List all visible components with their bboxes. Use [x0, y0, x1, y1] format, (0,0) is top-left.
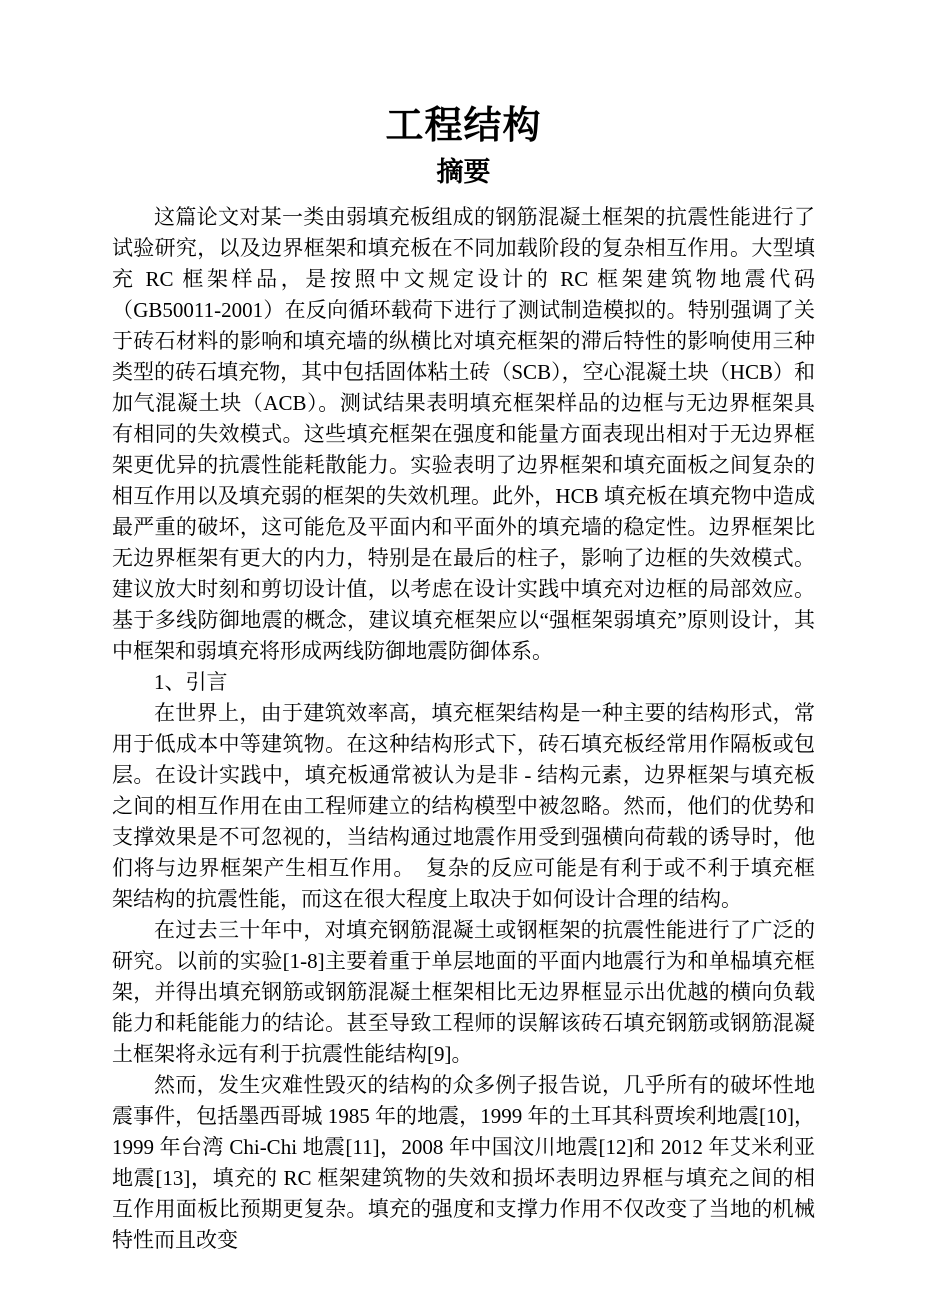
introduction-paragraph-3: 然而，发生灾难性毁灭的结构的众多例子报告说，几乎所有的破坏性地震事件，包括墨西哥城 1985 年的地震，1999 年的土耳其科贾埃利地震[10]，1999 年台湾 Chi-Chi 地震[11]，2008 年中国汶川地震[12]和 2012 年艾米利亚地震[13]，填充的 RC 框架建筑物的失效和损坏表明边界框与填充之间的相互作用面板比预期更复杂。填充的强度和支撑力作用不仅改变了当地的机械特性而且改变 [112, 1073, 815, 1252]
abstract-heading: 摘要 [436, 157, 491, 187]
section-heading-introduction: 1、引言 [154, 670, 228, 694]
document-title: 工程结构 [385, 105, 542, 147]
introduction-paragraph-1: 在世界上，由于建筑效率高，填充框架结构是一种主要的结构形式，常用于低成本中等建筑物。在这种结构形式下，砖石填充板经常用作隔板或包层。在设计实践中，填充板通常被认为是非 - 结构元素，边界框架与填充板之间的相互作用在由工程师建立的结构模型中被忽略。然而，他们的优势和支撑效果是不可忽视的，当结构通过地震作用受到强横向荷载的诱导时，他们将与边界框架产生相互作用。 复杂的反应可能是有利于或不利于填充框架结构的抗震性能，而这在很大程度上取决于如何设计合理的结构。 [112, 701, 815, 911]
abstract-paragraph: 这篇论文对某一类由弱填充板组成的钢筋混凝土框架的抗震性能进行了试验研究，以及边界框架和填充板在不同加载阶段的复杂相互作用。大型填充 RC 框架样品，是按照中文规定设计的 RC 框架建筑物地震代码（GB50011-2001）在反向循环载荷下进行了测试制造模拟的。特别强调了关于砖石材料的影响和填充墙的纵横比对填充框架的滞后特性的影响使用三种类型的砖石填充物，其中包括固体粘土砖（SCB），空心混凝土块（HCB）和加气混凝土块（ACB）。测试结果表明填充框架样品的边框与无边界框架具有相同的失效模式。这些填充框架在强度和能量方面表现出相对于无边界框架更优异的抗震性能耗散能力。实验表明了边界框架和填充面板之间复杂的相互作用以及填充弱的框架的失效机理。此外，HCB 填充板在填充物中造成最严重的破坏，这可能危及平面内和平面外的填充墙的稳定性。边界框架比无边界框架有更大的内力，特别是在最后的柱子，影响了边框的失效模式。建议放大时刻和剪切设计值，以考虑在设计实践中填充对边框的局部效应。基于多线防御地震的概念，建议填充框架应以“强框架弱填充”原则设计，其中框架和弱填充将形成两线防御地震防御体系。 [112, 205, 815, 663]
document-body [112, 202, 815, 1256]
introduction-paragraph-2: 在过去三十年中，对填充钢筋混凝土或钢框架的抗震性能进行了广泛的研究。以前的实验[1-8]主要着重于单层地面的平面内地震行为和单榀填充框架，并得出填充钢筋或钢筋混凝土框架相比无边界框显示出优越的横向负载能力和耗能能力的结论。甚至导致工程师的误解该砖石填充钢筋或钢筋混凝土框架将永远有利于抗震性能结构[9]。 [112, 918, 815, 1066]
